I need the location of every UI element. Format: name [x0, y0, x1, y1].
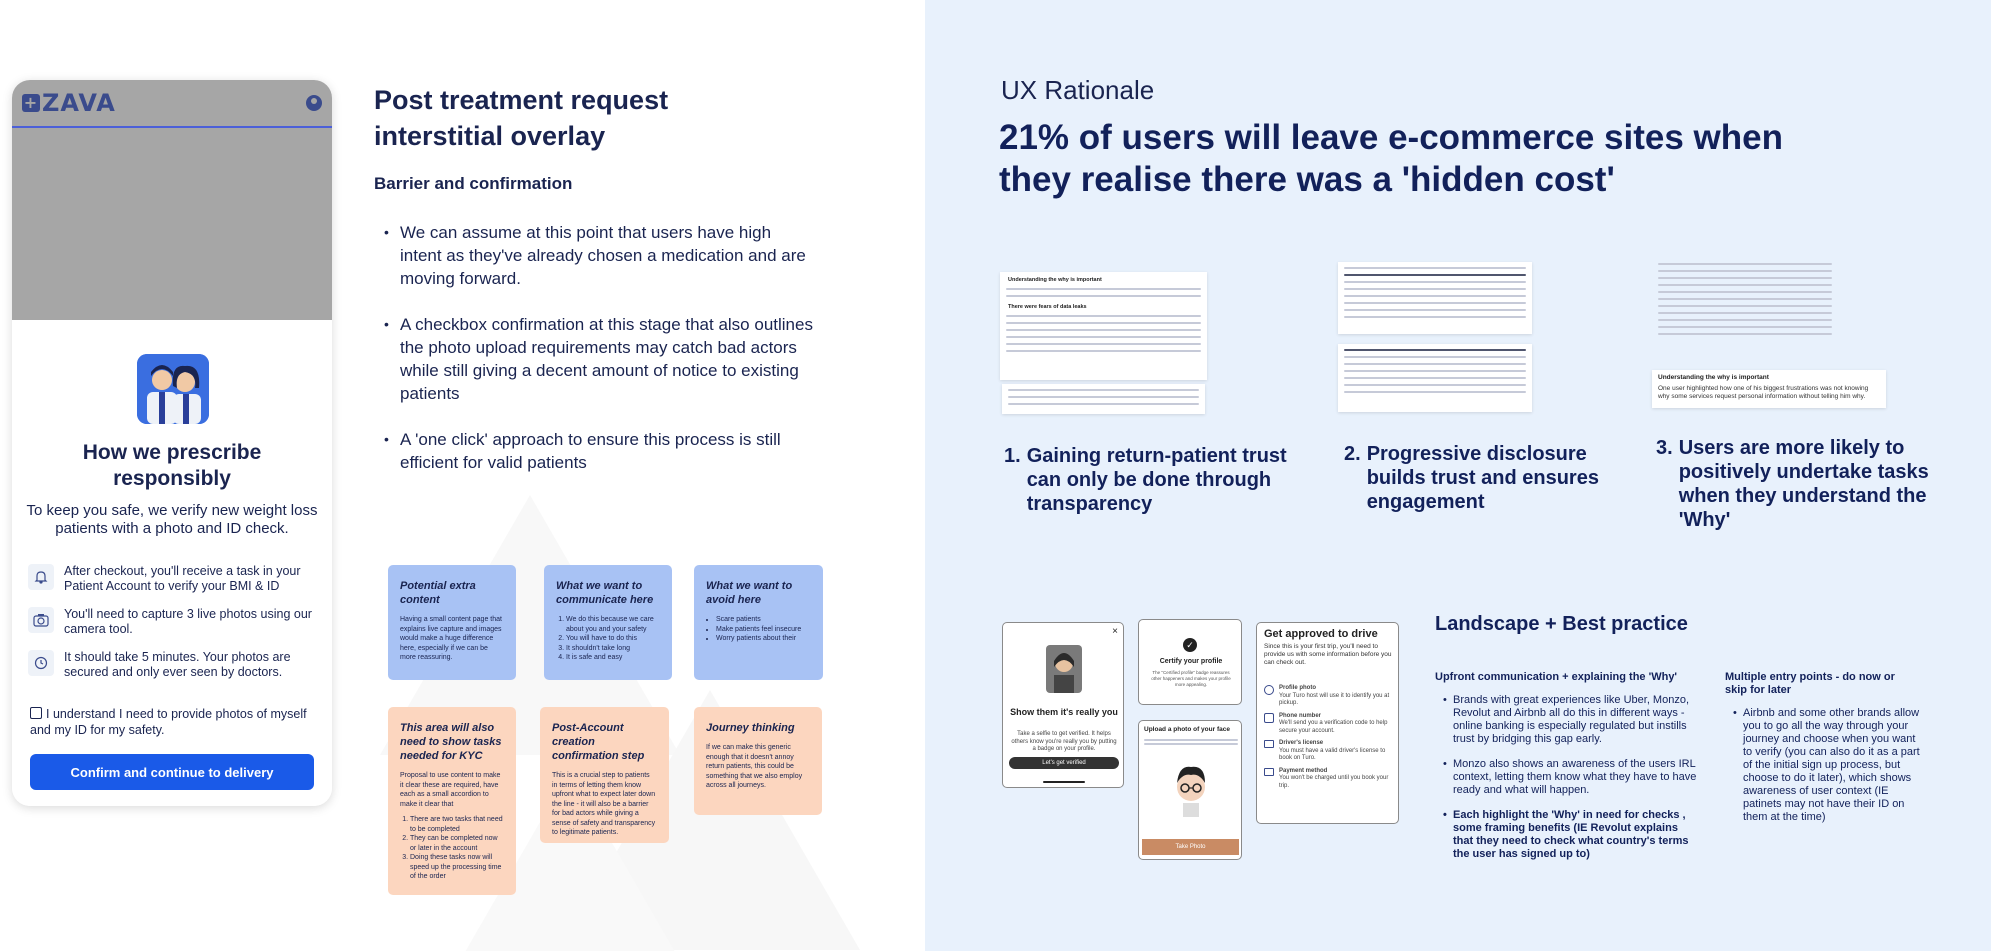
requirement-text: You won't be charged until you book your trip. [1279, 775, 1389, 789]
point-text: Users are more likely to positively undertake tasks when they understand the 'Why' [1678, 437, 1929, 531]
research-doc-screenshot [1338, 262, 1532, 334]
consent-checkbox[interactable] [30, 707, 42, 719]
sheet-title: How we prescribe responsibly [82, 441, 262, 490]
selfie-image [1046, 645, 1082, 693]
mock-title: Show them it's really you [1010, 707, 1118, 717]
account-icon[interactable] [306, 95, 322, 111]
mock-text: Take a selfie to get verified. It helps others know you're really you by putting a badge on your profile. [1011, 731, 1117, 752]
point-text: Progressive disclosure builds trust and ensures engagement [1366, 443, 1599, 513]
requirement-text: Your Turo host will use it to identify you at pickup. [1279, 692, 1390, 706]
page-title: Post treatment request interstitial overlay [374, 85, 669, 151]
rationale-list [384, 221, 814, 497]
list-item: • Brands with great experiences like Uber, Monzo, Revolut and Airbnb all do this in different ways - online banking is especially regulated but instills trust by bridging this gap early. [1443, 694, 1698, 746]
take-photo-button[interactable]: Take Photo [1142, 839, 1239, 855]
landscape-title: Landscape + Best practice [1435, 613, 1688, 635]
clock-icon [28, 650, 54, 676]
mock-title: Certify your profile [1159, 658, 1223, 665]
best-practice-list [1733, 707, 1923, 836]
column-heading: Upfront communication + explaining the 'Why' [1435, 671, 1678, 683]
logo-text: ZAVA [42, 89, 116, 117]
card-icon [1264, 768, 1274, 776]
doctors-illustration [137, 354, 209, 424]
note-body: Having a small content page that explains live capture and images would make a huge difference here, especially if we can be more reassuring. [400, 616, 502, 661]
insight-point-1 [1004, 444, 1314, 516]
list-item: 1. We do this because we care about you and your safety [566, 615, 660, 634]
sticky-note [694, 565, 823, 680]
profile-icon [1264, 685, 1274, 695]
requirement-label: Phone number [1279, 712, 1322, 719]
note-body: If we can make this generic enough that it doesn't annoy return patients, this could be something that we also employ across all journeys. [706, 744, 803, 789]
list-item: 1. There are two tasks that need to be completed [410, 815, 504, 834]
point-number: 1. [1004, 445, 1021, 467]
requirement-label: Driver's license [1279, 740, 1324, 746]
section-label: UX Rationale [1001, 75, 1155, 105]
camera-icon [28, 607, 54, 633]
list-item: • We can assume at this point that users have high intent as they've already chosen a medication and are moving forward. [384, 221, 814, 290]
list-item: 4. It is safe and easy [566, 653, 660, 663]
requirements-list [1264, 685, 1396, 790]
plus-icon: + [23, 93, 39, 112]
list-item: • Each highlight the 'Why' in need for checks , some framing benefits (IE Revolut explains that they need to check what country's terms the user has signed up to) [1443, 809, 1698, 861]
note-title: Potential extra content [400, 580, 476, 606]
close-icon: × [1112, 626, 1118, 637]
bell-icon [28, 564, 54, 590]
research-doc-screenshot [1002, 384, 1205, 414]
sheet-subtitle: To keep you safe, we verify new weight loss patients with a photo and ID check. [26, 502, 318, 537]
sticky-note [388, 565, 516, 680]
list-item: • A checkbox confirmation at this stage that also outlines the photo upload requirements may catch bad actors while still giving a decent amount of notice to existing patients [384, 313, 814, 405]
badge-check-icon: ✓ [1183, 638, 1197, 652]
doc-heading: Understanding the why is important [1008, 277, 1102, 283]
verification-mock-turo [1256, 622, 1399, 824]
get-verified-button[interactable]: Let's get verified [1009, 757, 1119, 769]
requirement-row[interactable] [1264, 713, 1396, 736]
research-doc-screenshot [1338, 344, 1532, 412]
doc-text: One user highlighted how one of his biggest frustrations was not knowing why some services request personal information without telling him why. [1658, 385, 1869, 400]
confirm-continue-button[interactable]: Confirm and continue to delivery [30, 754, 314, 790]
note-body: This is a crucial step to patients in terms of letting them know upfront what to expect later down the line - it will also be a barrier for bad actors while giving a sense of safety and transparency to legitimate patients. [552, 772, 656, 836]
list-item: • Scare patients [716, 615, 811, 625]
face-illustration [1169, 761, 1213, 817]
note-body [400, 771, 504, 882]
research-doc-screenshot [1652, 370, 1886, 408]
insight-point-3 [1656, 436, 1956, 532]
doc-subheading: There were fears of data leaks [1008, 304, 1087, 310]
phone-mockup [12, 80, 332, 806]
note-title: Post-Account creation confirmation step [552, 722, 645, 762]
note-title: What we want to communicate here [556, 580, 654, 606]
mock-text: The "Certified profile" badge reassures other happeners and makes your profile more appealing. [1151, 670, 1231, 687]
list-item: • Make patients feel insecure [716, 625, 811, 635]
point-number: 3. [1656, 437, 1673, 459]
section-subtitle: Barrier and confirmation [374, 174, 573, 193]
home-indicator [1043, 781, 1085, 783]
verification-mock-certify [1138, 619, 1242, 705]
info-text: It should take 5 minutes. Your photos are secured and only ever seen by doctors. [64, 650, 291, 679]
insight-point-2 [1344, 442, 1644, 514]
zava-logo[interactable] [22, 89, 116, 117]
list-item: 2. You will have to do this [566, 634, 660, 644]
point-text: Gaining return-patient trust can only be done through transparency [1026, 445, 1287, 515]
mock-text: Since this is your first trip, you'll need to provide us with some information before you can check out. [1264, 643, 1392, 666]
info-text: After checkout, you'll receive a task in your Patient Account to verify your BMI & ID [64, 564, 301, 593]
note-title: What we want to avoid here [706, 580, 793, 606]
note-title: Journey thinking [706, 722, 795, 734]
info-text: You'll need to capture 3 live photos using our camera tool. [64, 607, 312, 636]
point-number: 2. [1344, 443, 1361, 465]
list-item: 3. Doing these tasks now will speed up the processing time of the order [410, 853, 504, 882]
mock-title: Upload a photo of your face [1144, 726, 1230, 733]
headline: 21% of users will leave e-commerce sites when they realise there was a 'hidden cost' [999, 118, 1783, 199]
requirement-label: Payment method [1279, 767, 1328, 774]
note-text: Proposal to use content to make it clear these are required, have each as a small accordion to make it clear that [400, 772, 501, 808]
doc-heading: Understanding the why is important [1658, 374, 1769, 381]
info-row-photos [28, 607, 324, 637]
info-row-time [28, 650, 324, 680]
license-icon [1264, 740, 1274, 748]
list-item: • Airbnb and some other brands allow you to go all the way through your journey and choose when you want to verify (you can also do it as a part of the initial sign up process, but choose to do it later), which shows awareness of user context (IE patinets may not have their ID on them at the time) [1733, 707, 1923, 824]
column-heading: Multiple entry points - do now or skip for later [1725, 671, 1895, 696]
phone-header [12, 80, 332, 128]
consent-checkbox-row[interactable] [30, 706, 320, 738]
requirement-row[interactable] [1264, 740, 1396, 763]
phone-icon [1264, 713, 1274, 723]
note-title: This area will also need to show tasks needed for KYC [400, 722, 502, 762]
verification-mock-selfie [1002, 622, 1124, 788]
sticky-note [540, 707, 669, 843]
requirement-row[interactable] [1264, 685, 1396, 708]
list-item: 2. They can be completed now or later in the account [410, 834, 504, 853]
research-doc-screenshot [1652, 258, 1838, 368]
sticky-note [544, 565, 672, 680]
sticky-note [694, 707, 822, 815]
verification-mock-photo [1138, 720, 1242, 860]
note-body [706, 615, 811, 644]
list-item: 3. It shouldn't take long [566, 644, 660, 654]
research-doc-screenshot [1000, 272, 1207, 380]
sticky-note [388, 707, 516, 895]
note-body [556, 615, 660, 663]
requirement-row[interactable] [1264, 768, 1396, 791]
list-item: • Monzo also shows an awareness of the users IRL context, letting them know what they have to have ready and what will happen. [1443, 758, 1698, 797]
list-item: • Worry patients about their [716, 634, 811, 644]
best-practice-list [1443, 694, 1698, 873]
requirement-text: We'll send you a verification code to help secure your account. [1279, 720, 1388, 734]
requirement-label: Profile photo [1279, 685, 1316, 691]
info-row-task [28, 564, 324, 594]
mock-title: Get approved to drive [1264, 628, 1378, 640]
consent-label: I understand I need to provide photos of myself and my ID for my safety. [30, 707, 307, 737]
requirement-text: You must have a valid driver's license to book on Turo. [1279, 747, 1386, 761]
list-item: • A 'one click' approach to ensure this process is still efficient for valid patients [384, 428, 814, 474]
